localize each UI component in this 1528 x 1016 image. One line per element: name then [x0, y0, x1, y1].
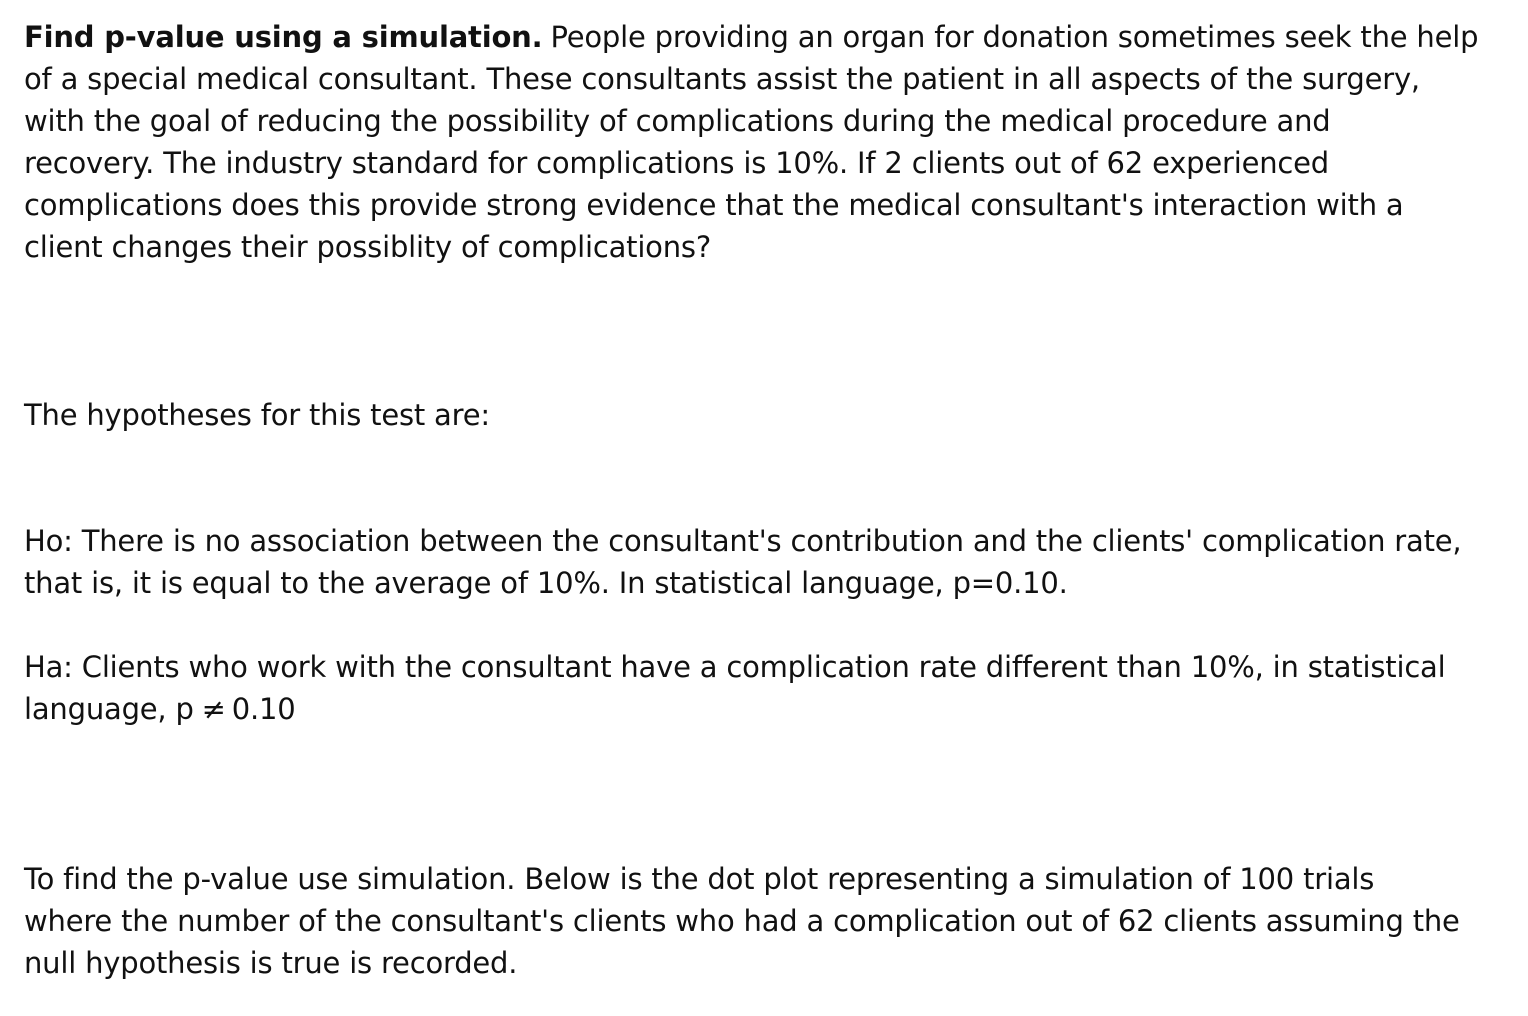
ho-line-1: Ho: There is no association between the consultant's contribution and the clients' complication rate, [24, 524, 1462, 558]
hypotheses-lead [24, 394, 1464, 436]
problem-title: Find p-value using a simulation. [24, 20, 543, 54]
ho-line-2: that is, it is equal to the average of 10%. In statistical language, p=0.10. [24, 566, 1068, 600]
not-equal-symbol: ≠ [201, 692, 226, 726]
alternative-hypothesis [24, 646, 1464, 730]
intro-line-6: client changes their possiblity of complications? [24, 230, 712, 264]
intro-line-4: recovery. The industry standard for complications is 10%. If 2 clients out of 62 experienced [24, 146, 1330, 180]
intro-line-5: complications does this provide strong evidence that the medical consultant's interaction with a [24, 188, 1404, 222]
hypotheses-lead-text: The hypotheses for this test are: [24, 398, 490, 432]
null-hypothesis [24, 520, 1464, 604]
null-hypothesis-text [24, 520, 1464, 604]
sim-line-1: To find the p-value use simulation. Below is the dot plot representing a simulation of 100 trials [24, 862, 1375, 896]
ha-line-2 [24, 688, 1464, 730]
sim-line-3: null hypothesis is true is recorded. [24, 946, 518, 980]
sim-line-2: where the number of the consultant's clients who had a complication out of 62 clients assuming the [24, 904, 1460, 938]
intro-line-3: with the goal of reducing the possibility of complications during the medical procedure and [24, 104, 1331, 138]
ha-line-2-value: 0.10 [231, 692, 296, 726]
simulation-paragraph [24, 858, 1464, 984]
intro-text [24, 16, 1479, 268]
intro-line-1 [24, 16, 1479, 58]
ha-line-1: Ha: Clients who work with the consultant have a complication rate different than 10%, in statistical [24, 650, 1446, 684]
alternative-hypothesis-text [24, 646, 1464, 730]
ha-line-2-prefix: language, p [24, 692, 194, 726]
simulation-text [24, 858, 1464, 984]
intro-paragraph [24, 16, 1479, 268]
intro-line-1-text: People providing an organ for donation sometimes seek the help [550, 20, 1479, 54]
intro-line-2: of a special medical consultant. These consultants assist the patient in all aspects of the surgery, [24, 62, 1420, 96]
